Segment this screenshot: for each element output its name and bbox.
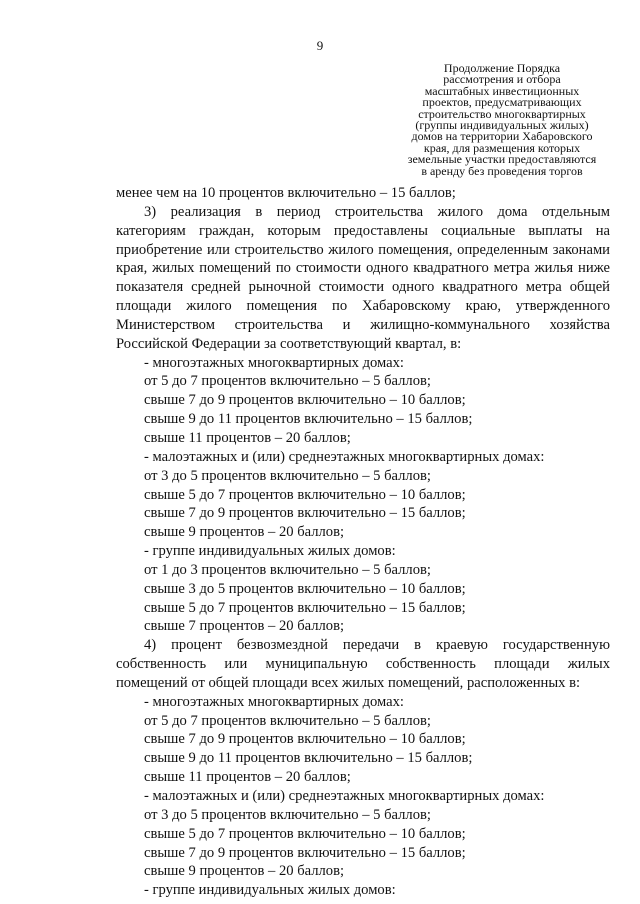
body-line: свыше 9 процентов – 20 баллов;	[144, 524, 345, 541]
body-line: края, жилых помещений по стоимости одного квадратного метра жилья ниже	[116, 260, 610, 277]
header-line: домов на территории Хабаровского	[411, 129, 593, 144]
body-line: от 5 до 7 процентов включительно – 5 баллов;	[144, 712, 431, 729]
body-line: помещений от общей площади всех жилых помещений, расположенных в:	[116, 674, 581, 691]
header-line: проектов, предусматривающих	[422, 95, 582, 110]
body-line: площади жилого помещения по Хабаровскому краю, утвержденного	[116, 298, 610, 315]
header-line: (группы индивидуальных жилых)	[415, 118, 589, 133]
document-header-note	[398, 63, 606, 177]
header-line: масштабных инвестиционных	[424, 83, 580, 98]
body-line: - группе индивидуальных жилых домов:	[144, 882, 396, 899]
body-line: свыше 11 процентов – 20 баллов;	[144, 769, 351, 786]
body-line: менее чем на 10 процентов включительно – 15 баллов;	[116, 185, 456, 201]
body-line: - малоэтажных и (или) среднеэтажных многоквартирных домах:	[144, 788, 545, 804]
body-line: свыше 7 до 9 процентов включительно – 10 баллов;	[144, 392, 466, 409]
body-line: свыше 9 процентов – 20 баллов;	[144, 863, 345, 880]
body-line: Министерством строительства и жилищно-коммунального хозяйства	[116, 316, 610, 333]
body-line: от 3 до 5 процентов включительно – 5 баллов;	[144, 467, 431, 484]
body-line: свыше 7 процентов – 20 баллов;	[144, 618, 345, 635]
body-line: свыше 5 до 7 процентов включительно – 15 баллов;	[144, 599, 466, 616]
header-line: края, для размещения которых	[423, 140, 581, 155]
body-line: приобретение или строительство жилого помещения, определенным законами	[116, 241, 610, 258]
header-line: земельные участки предоставляются	[407, 152, 597, 167]
page-number: 9	[316, 38, 324, 53]
body-line: - группе индивидуальных жилых домов:	[144, 543, 396, 560]
header-line: в аренду без проведения торгов	[421, 163, 583, 178]
header-line: рассмотрения и отбора	[443, 72, 561, 87]
body-line: - многоэтажных многоквартирных домах:	[144, 354, 404, 371]
body-line: от 1 до 3 процентов включительно – 5 баллов;	[144, 561, 431, 578]
body-line: - многоэтажных многоквартирных домах:	[144, 693, 404, 710]
body-line: показателя средней рыночной стоимости одного квадратного метра общей	[116, 279, 610, 296]
body-line: свыше 5 до 7 процентов включительно – 10 баллов;	[144, 825, 466, 842]
body-line: свыше 9 до 11 процентов включительно – 15 баллов;	[144, 750, 473, 767]
body-line: от 5 до 7 процентов включительно – 5 баллов;	[144, 373, 431, 390]
header-line: Продолжение Порядка	[443, 61, 561, 75]
body-line: от 3 до 5 процентов включительно – 5 баллов;	[144, 806, 431, 823]
body-line: свыше 3 до 5 процентов включительно – 10 баллов;	[144, 580, 466, 597]
header-line: строительство многоквартирных	[418, 106, 586, 121]
body-line: собственность или муниципальную собственность площади жилых	[116, 656, 610, 673]
body-line: свыше 7 до 9 процентов включительно – 15 баллов;	[144, 505, 466, 522]
body-line: свыше 11 процентов – 20 баллов;	[144, 429, 351, 446]
body-line: свыше 7 до 9 процентов включительно – 15 баллов;	[144, 844, 466, 861]
body-line: - малоэтажных и (или) среднеэтажных многоквартирных домах:	[144, 448, 545, 465]
body-line: категориям граждан, которым предоставлены социальные выплаты на	[116, 222, 610, 239]
body-line: свыше 5 до 7 процентов включительно – 10 баллов;	[144, 486, 466, 503]
body-line: свыше 9 до 11 процентов включительно – 15 баллов;	[144, 411, 473, 428]
body-line: 3) реализация в период строительства жилого дома отдельным	[144, 203, 610, 220]
body-line: 4) процент безвозмездной передачи в краевую государственную	[144, 637, 610, 654]
body-line: свыше 7 до 9 процентов включительно – 10 баллов;	[144, 731, 466, 748]
document-body	[116, 184, 610, 900]
body-line: Российской Федерации за соответствующий квартал, в:	[116, 335, 462, 352]
